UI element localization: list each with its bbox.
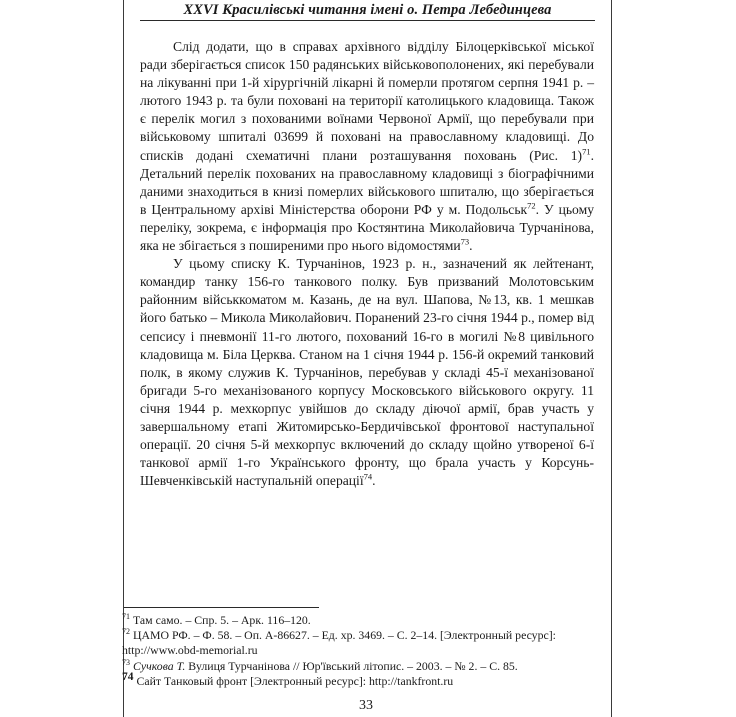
footnote-text: Там само. – Спр. 5. – Арк. 116–120. <box>133 613 311 627</box>
footnote-reference: 73 <box>460 236 470 247</box>
paragraph-2: У цьому списку К. Турчанінов, 1923 р. н., зазначений як лейтенант, командир танку 156-го танкового полку. Був призваний Молотовським районним військкоматом м. Казань, де на вул. Шапова, №13, кв. 1 мешкав його батько – Микола Миколайович. Поранений 23-го січня 1944 р., помер від сепсису і пневмонії 11-го лютого, похований 16-го в могилі №8 цивільного кладовища м. Біла Церква. Станом на 1 січня 1944 р. 156-й окремий танковий полк, в якому служив К. Турчанінов, перебував у складі 45-ї механізованої бригади 5-го механізованого корпусу Московського військового округу. 11 січня 1944 р. мехкорпус увійшов до складу діючої армії, брав участь у завершальному етапі Житомирсько-Бердичівської фронтової наступальної операції. 20 січня 5-й мехкорпус включений до складу щойно утвореної 6-ї танкової армії 1-го Українського фронту, що брала участь у Корсунь-Шевченківській наступальній операції$^{74}$. <box>140 256 594 489</box>
running-header: XXVI Красилівські читання імені о. Петра Лебединцева <box>183 2 552 18</box>
footnote-73 <box>122 659 592 674</box>
footnote-separator <box>124 607 319 608</box>
footnote-reference: 74 <box>363 471 373 482</box>
footnote-text: Сайт Танковый фронт [Электронный ресурс]: http://tankfront.ru <box>136 673 454 688</box>
page-number: 33 <box>359 698 373 713</box>
footnote-number: 72 <box>122 627 130 637</box>
footnote-text: Вулиця Турчанінова // Юр'ївський літопис. – 2003. – № 2. – С. 85. <box>185 658 518 673</box>
footnote-number: 74 <box>122 670 134 683</box>
footnote-reference: 71 <box>582 146 591 157</box>
header-underline <box>140 20 595 21</box>
footnotes <box>122 613 592 689</box>
footnote-text: ЦАМО РФ. – Ф. 58. – Оп. А-86627. – Ед. хр. 3469. – С. 2–14. [Электронный ресурс]: http://www.obd-memorial.ru <box>122 628 556 658</box>
footnote-reference: 72 <box>527 200 536 211</box>
footnote-72 <box>122 628 592 658</box>
footnote-author: Сучкова Т. <box>133 658 186 673</box>
footnote-number: 73 <box>122 657 130 667</box>
paragraph-1: Слід додати, що в справах архівного відділу Білоцерківської міської ради зберігається список 150 радянських військовополонених, які перебували на лікуванні при 1-й хірургічній лікарні й померли протягом серпня 1941 р. – лютого 1943 р. та були поховані на території католицького кладовища. Також є перелік могил з похованими воїнами Червоної Армії, що перебували при військовому шпиталі 03699 й поховані на православному кладовищі. До списків додані схематичні плани розташування поховань (Рис. 1)$^{71}$. Детальний перелік похованих на православному кладовищі з біографічними даними знаходиться в книзі померлих військового шпиталю, що зберігається в Центральному архіві Міністерства оборони РФ у м. Подольськ$^{72}$. У цьому переліку, зокрема, є інформація про Костянтина Миколайовича Турчанінова, яка не збігається з поширеними про нього відомостями$^{73}$. <box>140 39 594 254</box>
left-page-border <box>123 0 124 717</box>
footnote-number: 71 <box>122 612 130 622</box>
footnote-74 <box>122 670 592 689</box>
right-page-border <box>611 0 612 717</box>
body-text <box>140 38 594 490</box>
footnote-71 <box>122 613 592 628</box>
